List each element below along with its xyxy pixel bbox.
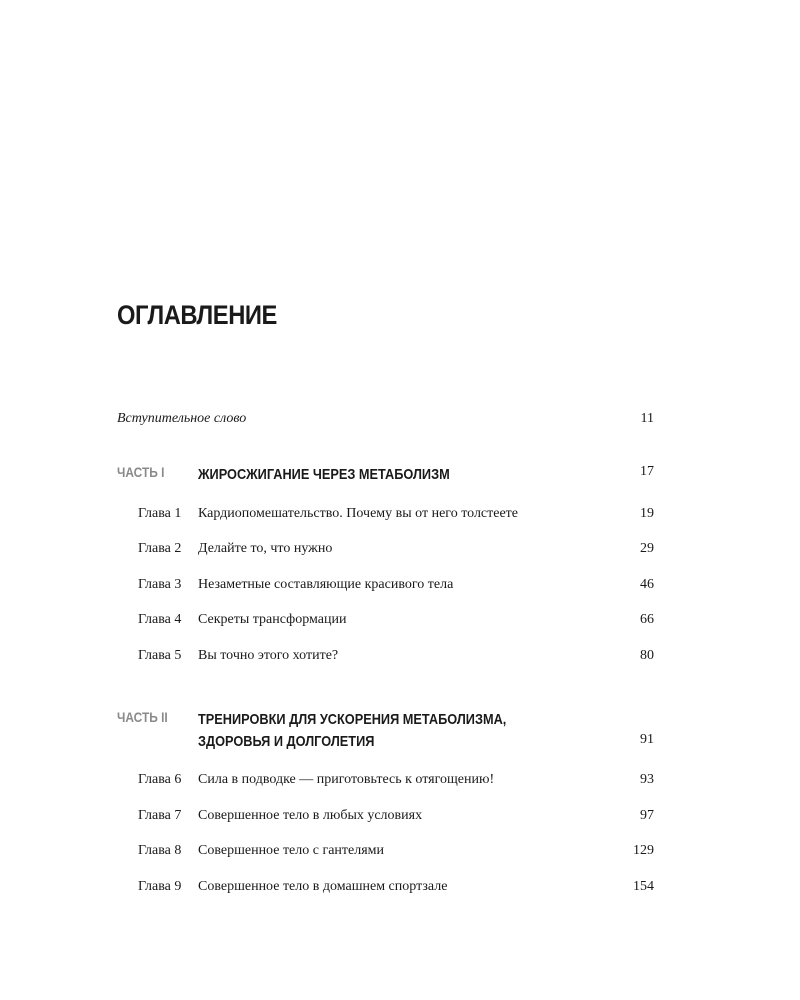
part-title-line-1: ТРЕНИРОВКИ ДЛЯ УСКОРЕНИЯ МЕТАБОЛИЗМА, (198, 711, 507, 728)
intro-title: Вступительное слово (117, 411, 247, 426)
toc-chapter-6[interactable] (0, 772, 800, 794)
toc-chapter-9[interactable] (0, 879, 800, 901)
toc-part-1[interactable] (0, 464, 800, 486)
chapter-title: Незаметные составляющие красивого тела (198, 577, 454, 592)
part-label: ЧАСТЬ II (117, 709, 168, 725)
chapter-label: Глава 8 (138, 843, 182, 858)
chapter-title: Кардиопомешательство. Почему вы от него толстеете (198, 506, 519, 521)
chapter-label: Глава 7 (138, 808, 182, 823)
chapter-label: Глава 1 (138, 506, 182, 521)
page-number: 46 (640, 577, 654, 592)
page-number: 154 (633, 879, 654, 894)
toc-chapter-3[interactable] (0, 577, 800, 599)
chapter-title: Секреты трансформации (198, 612, 347, 627)
page-number: 66 (640, 612, 654, 627)
chapter-title: Сила в подводке — приготовьтесь к отягощению! (198, 772, 495, 787)
toc-chapter-5[interactable] (0, 648, 800, 670)
toc-chapter-2[interactable] (0, 541, 800, 563)
toc-chapter-4[interactable] (0, 612, 800, 634)
page-number: 129 (633, 843, 654, 858)
chapter-title: Совершенное тело с гантелями (198, 843, 385, 858)
page-number: 19 (640, 506, 654, 521)
toc-chapter-1[interactable] (0, 506, 800, 528)
page-title: ОГЛАВЛЕНИЕ (117, 300, 277, 330)
part-title: ЖИРОСЖИГАНИЕ ЧЕРЕЗ МЕТАБОЛИЗМ (198, 466, 450, 483)
chapter-label: Глава 6 (138, 772, 182, 787)
chapter-label: Глава 3 (138, 577, 182, 592)
chapter-title: Делайте то, что нужно (198, 541, 333, 556)
chapter-label: Глава 9 (138, 879, 182, 894)
chapter-label: Глава 2 (138, 541, 182, 556)
page-number: 91 (640, 732, 654, 747)
chapter-title: Вы точно этого хотите? (198, 648, 339, 663)
page-number: 80 (640, 648, 654, 663)
chapter-label: Глава 4 (138, 612, 182, 627)
part-title-line-2: ЗДОРОВЬЯ И ДОЛГОЛЕТИЯ (198, 733, 375, 750)
toc-chapter-7[interactable] (0, 808, 800, 830)
page-number: 97 (640, 808, 654, 823)
chapter-label: Глава 5 (138, 648, 182, 663)
toc-entry-intro[interactable] (0, 411, 800, 433)
page-number: 93 (640, 772, 654, 787)
toc-chapter-8[interactable] (0, 843, 800, 865)
chapter-title: Совершенное тело в любых условиях (198, 808, 423, 823)
page-number: 17 (640, 464, 654, 479)
chapter-title: Совершенное тело в домашнем спортзале (198, 879, 448, 894)
page-number: 29 (640, 541, 654, 556)
toc-part-2[interactable] (0, 709, 800, 753)
part-label: ЧАСТЬ I (117, 464, 165, 480)
page-number: 11 (640, 411, 654, 426)
